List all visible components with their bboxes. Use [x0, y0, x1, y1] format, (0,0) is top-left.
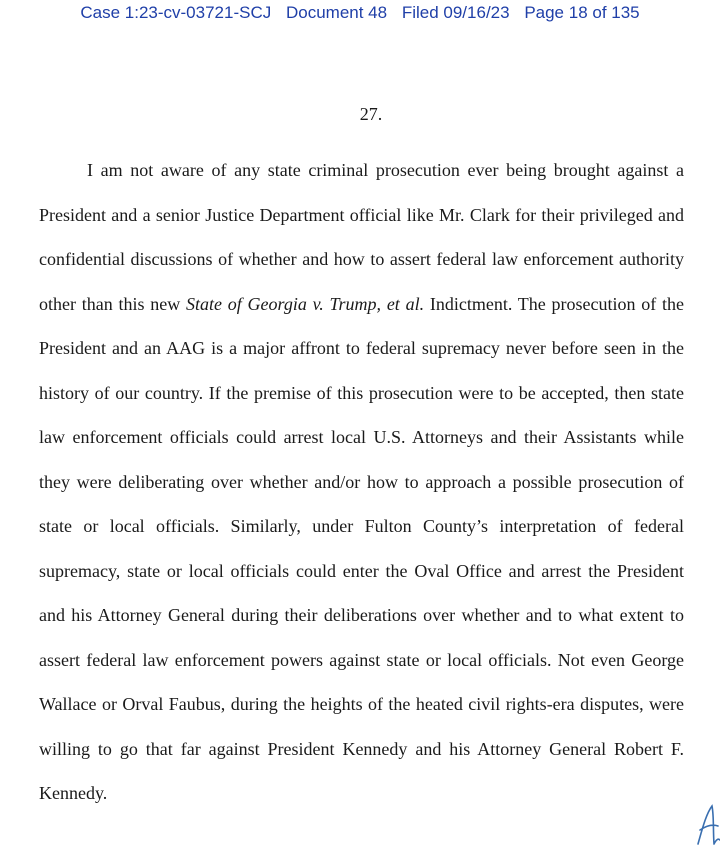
page-number: Page 18 of 135	[524, 3, 640, 22]
document-number: Document 48	[285, 3, 388, 22]
body-text-end: Indictment. The prosecution of the President and an AAG is a major affront to federal supremacy never before seen in the history of our country. If the premise of this prosecution were to be accepted, then state law enforcement officials could arrest local U.S. Attorneys and their Assistants while they were deliberating over whether and/or how to approach a possible prosecution of state or local officials. Similarly, under Fulton County’s interpretation of federal supremacy, state or local officials could enter the Oval Office and arrest the President and his Attorney General during their deliberations over whether and to what extent to assert federal law enforcement powers against state or local officials. Not even George Wallace or Orval Faubus, during the heights of the heated civil rights-era disputes, were willing to go that far against President Kennedy and his Attorney General Robert F. Kennedy.	[39, 293, 684, 803]
filed-date: Filed 09/16/23	[401, 3, 510, 22]
page-header	[0, 3, 720, 23]
paragraph-body	[39, 148, 684, 816]
paragraph-number: 27.	[359, 104, 383, 124]
case-number: Case 1:23-cv-03721-SCJ	[80, 3, 272, 22]
handwritten-initial-mark	[694, 800, 720, 850]
case-name-italic: State of Georgia v. Trump, et al.	[186, 293, 425, 314]
body-text-start: I am not aware of any state criminal prosecution ever being brought against a President and a senior Justice Department official like Mr. Clark for their privileged and confidential discussions of whether and how to assert federal law enforcement authority other than this new	[39, 160, 684, 314]
